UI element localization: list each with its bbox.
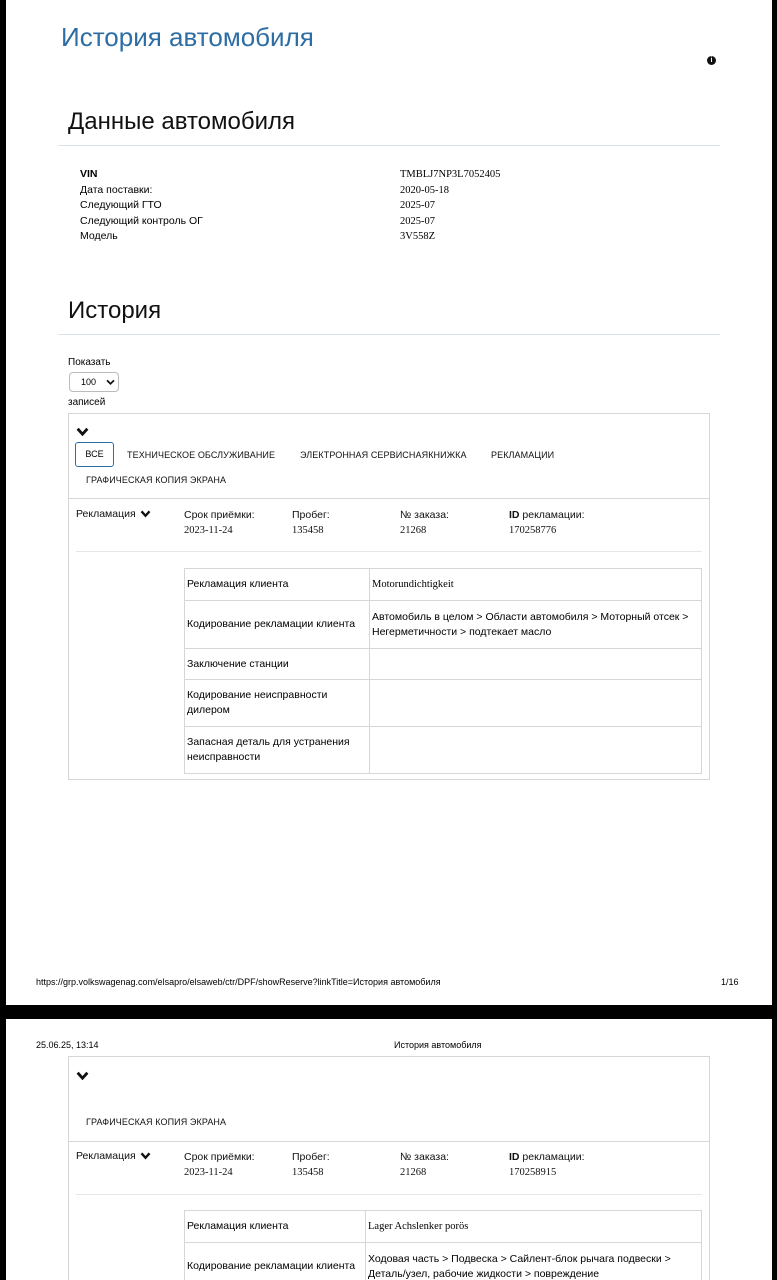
detail-value xyxy=(370,727,702,774)
detail-label: Заключение станции xyxy=(185,649,370,680)
table-row xyxy=(185,1211,702,1243)
entry-divider xyxy=(76,1194,702,1195)
date-value: 2023-11-24 xyxy=(184,1167,233,1178)
entry-type-label: Рекламация xyxy=(76,1150,136,1162)
model-value: 3V558Z xyxy=(400,231,435,242)
detail-value-text: Motorundichtigkeit xyxy=(372,579,454,590)
mileage-value: 135458 xyxy=(292,525,324,536)
delivery-date-label: Дата поставки: xyxy=(80,183,153,196)
tab-screenshot[interactable]: ГРАФИЧЕСКАЯ КОПИЯ ЭКРАНА xyxy=(86,475,227,485)
order-label: № заказа: xyxy=(400,509,449,521)
entry-type[interactable] xyxy=(76,1150,151,1162)
history-title: История xyxy=(68,297,162,324)
mileage-label: Пробег: xyxy=(292,509,330,521)
vehicle-section-title: Данные автомобиля xyxy=(68,108,296,135)
id-label-bold: ID xyxy=(509,1151,520,1163)
id-label-rest: рекламации: xyxy=(519,1151,585,1163)
entry-order xyxy=(400,1150,449,1180)
footer-url: https://grp.volkswagenag.com/elsapro/elsaweb/ctr/DPF/showReserve?linkTitle=История автомобиля xyxy=(36,977,441,987)
delivery-date-value: 2020-05-18 xyxy=(400,184,449,196)
detail-label: Кодирование рекламации клиента xyxy=(185,1243,366,1280)
page-size-value: 100 xyxy=(81,377,97,387)
table-row xyxy=(185,601,702,649)
date-value: 2023-11-24 xyxy=(184,525,233,536)
detail-value: Ходовая часть > Подвеска > Сайлент-блок рычага подвески > Деталь/узел, рабочие жидкости > повреждение xyxy=(366,1243,702,1280)
next-emission-check-value: 2025-07 xyxy=(400,215,435,227)
detail-value xyxy=(370,569,702,601)
tab-complaints[interactable]: РЕКЛАМАЦИИ xyxy=(491,450,555,460)
print-page-1 xyxy=(6,0,772,1005)
detail-label: Кодирование рекламации клиента xyxy=(185,601,370,649)
order-value: 21268 xyxy=(400,525,427,536)
next-inspection-value: 2025-07 xyxy=(400,200,435,211)
id-label-rest: рекламации: xyxy=(519,509,585,521)
detail-label: Кодирование неисправности дилером xyxy=(185,680,370,727)
model-label: Модель xyxy=(80,230,118,242)
print-page-2 xyxy=(6,1019,772,1280)
order-label: № заказа: xyxy=(400,1151,449,1163)
header-title: История автомобиля xyxy=(394,1040,482,1050)
detail-label: Запасная деталь для устранения неисправности xyxy=(185,727,370,774)
info-icon[interactable]: i xyxy=(707,56,716,65)
complaint-details-table xyxy=(184,1210,702,1280)
detail-value-text: Lager Achslenker porös xyxy=(368,1221,469,1232)
chevron-down-icon[interactable] xyxy=(76,1071,89,1081)
chevron-down-icon xyxy=(140,1152,151,1160)
section-divider xyxy=(58,334,720,335)
entry-mileage xyxy=(292,508,330,538)
entry-date xyxy=(184,508,255,538)
detail-value xyxy=(366,1211,702,1243)
next-inspection-label: Следующий ГТО xyxy=(80,199,162,211)
next-emission-check-label: Следующий контроль ОГ xyxy=(80,214,203,227)
detail-value: Автомобиль в целом > Области автомобиля > Моторный отсек > Негерметичности > подтекает масло xyxy=(370,601,702,649)
entry-id xyxy=(509,508,585,538)
vin-value: TMBLJ7NP3L7052405 xyxy=(400,169,501,180)
vin-label: VIN xyxy=(80,168,98,180)
detail-value xyxy=(370,649,702,680)
table-row xyxy=(185,569,702,601)
id-value: 170258915 xyxy=(509,1167,557,1178)
entry-order xyxy=(400,508,449,538)
chevron-down-icon[interactable] xyxy=(76,427,89,437)
page-title: История автомобиля xyxy=(61,22,314,52)
tabs-divider xyxy=(69,498,709,499)
section-divider xyxy=(58,145,720,146)
footer-page-number: 1/16 xyxy=(721,977,739,987)
order-value: 21268 xyxy=(400,1167,427,1178)
entry-divider xyxy=(76,551,702,552)
table-row xyxy=(185,680,702,727)
tab-service-book[interactable]: ЭЛЕКТРОННАЯ СЕРВИСНАЯКНИЖКА xyxy=(300,450,467,460)
complaint-details-table xyxy=(184,568,702,774)
table-row xyxy=(185,1243,702,1280)
vehicle-values xyxy=(400,167,500,245)
detail-value xyxy=(370,680,702,727)
entry-type[interactable] xyxy=(76,508,151,520)
entry-id xyxy=(509,1150,585,1180)
tab-all[interactable]: ВСЕ xyxy=(75,442,114,467)
chevron-down-icon xyxy=(106,379,115,386)
mileage-value: 135458 xyxy=(292,1167,324,1178)
records-label: записей xyxy=(68,397,106,408)
detail-label: Рекламация клиента xyxy=(185,1211,366,1243)
id-value: 170258776 xyxy=(509,525,557,536)
vehicle-labels xyxy=(80,167,380,245)
table-row xyxy=(185,727,702,774)
entry-mileage xyxy=(292,1150,330,1180)
tab-maintenance[interactable]: ТЕХНИЧЕСКОЕ ОБСЛУЖИВАНИЕ xyxy=(127,450,276,460)
detail-label: Рекламация клиента xyxy=(185,569,370,601)
tab-screenshot[interactable]: ГРАФИЧЕСКАЯ КОПИЯ ЭКРАНА xyxy=(86,1117,227,1127)
date-label: Срок приёмки: xyxy=(184,509,255,521)
date-label: Срок приёмки: xyxy=(184,1151,255,1163)
table-row xyxy=(185,649,702,680)
tabs-divider xyxy=(69,1141,709,1142)
mileage-label: Пробег: xyxy=(292,1151,330,1163)
entry-date xyxy=(184,1150,255,1180)
id-label-bold: ID xyxy=(509,509,520,521)
entry-type-label: Рекламация xyxy=(76,508,136,520)
chevron-down-icon xyxy=(140,510,151,518)
page-size-select[interactable] xyxy=(69,372,119,392)
show-label: Показать xyxy=(68,357,111,368)
header-datetime: 25.06.25, 13:14 xyxy=(36,1040,99,1050)
